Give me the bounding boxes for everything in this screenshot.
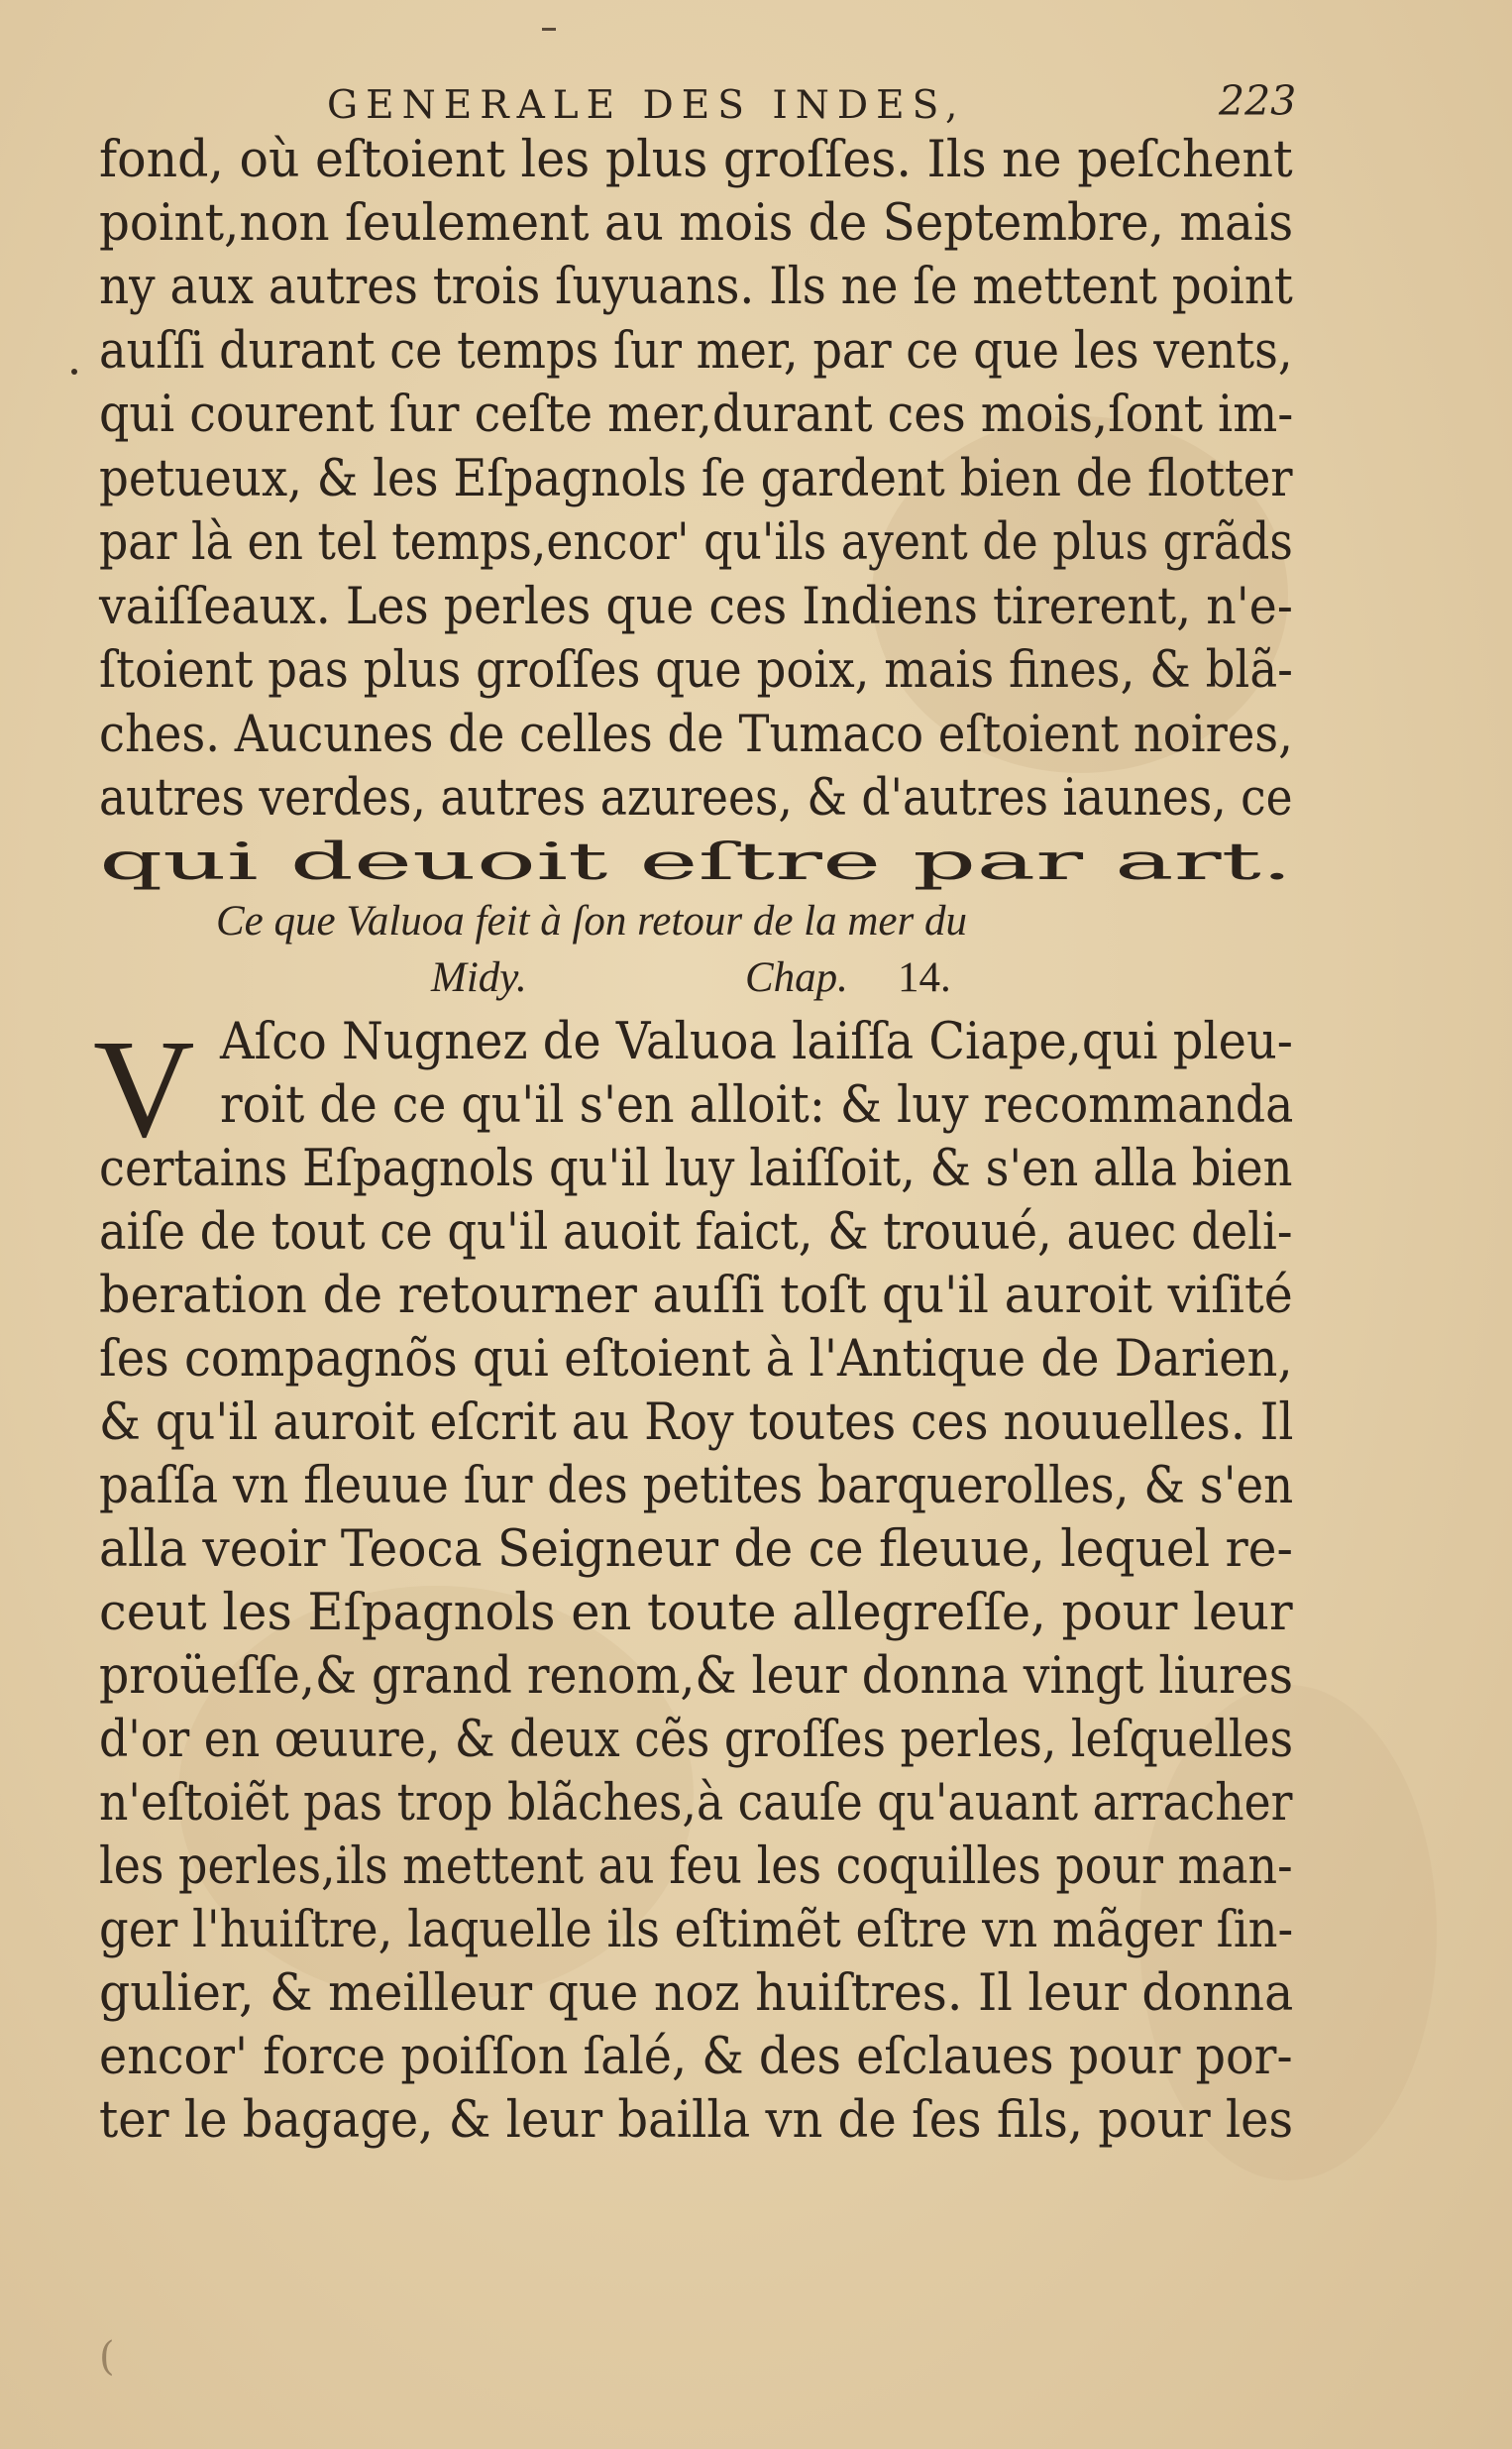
text-line: ger l'huiſtre, laquelle ils eſtimẽt eſtre vn mãger ſin- xyxy=(99,1901,1294,1959)
text-line: fond, où eſtoient les plus groſſes. Ils ne peſchent xyxy=(99,131,1293,189)
text-line: Aſco Nugnez de Valuoa laiſſa Ciape,qui pleu- xyxy=(220,1013,1293,1071)
text-line: certains Eſpagnols qu'il luy laiſſoit, & s'en alla bien xyxy=(99,1140,1293,1198)
text-line: autres verdes, autres azurees, & d'autres iaunes, ce xyxy=(99,769,1293,828)
text-line: ceut les Eſpagnols en toute allegreſſe, pour leur xyxy=(99,1584,1293,1642)
chapter-label: Chap. xyxy=(745,954,848,1001)
text-line: ter le bagage, & leur bailla vn de ſes fils, pour les xyxy=(99,2091,1294,2150)
chapter-title: Ce que Valuoa feit à ſon retour de la mer du xyxy=(216,898,967,945)
text-line: paſſa vn fleuue ſur des petites barquerolles, & s'en xyxy=(99,1457,1294,1515)
running-head: GENERALE DES INDES, xyxy=(327,83,966,128)
text-line: vaiſſeaux. Les perles que ces Indiens tirerent, n'e- xyxy=(99,578,1293,636)
drop-cap: V xyxy=(93,1010,195,1167)
text-line: proüeſſe,& grand renom,& leur donna vingt liures xyxy=(99,1647,1294,1706)
text-line: ſtoient pas plus groſſes que poix, mais fines, & blã- xyxy=(99,641,1293,700)
text-line: petueux, & les Eſpagnols ſe gardent bien de flotter xyxy=(99,450,1293,508)
text-line: roit de ce qu'il s'en alloit: & luy recommanda xyxy=(220,1076,1294,1135)
text-line: n'eſtoiẽt pas trop blãches,à cauſe qu'auant arracher xyxy=(99,1774,1293,1833)
text-line: point,non ſeulement au mois de Septembre, mais xyxy=(99,194,1294,253)
text-line: beration de retourner auſſi toſt qu'il auroit viſité xyxy=(99,1267,1293,1325)
text-line: gulier, & meilleur que noz huiſtres. Il leur donna xyxy=(99,1964,1294,2023)
text-line: par là en tel temps,encor' qu'ils ayent de plus grãds xyxy=(99,513,1293,572)
top-mark xyxy=(542,28,556,31)
text-line: & qu'il auroit eſcrit au Roy toutes ces nouuelles. Il xyxy=(99,1393,1294,1452)
margin-dot xyxy=(71,369,77,375)
margin-mark: ( xyxy=(99,2334,115,2380)
text-line: ny aux autres trois ſuyuans. Ils ne ſe mettent point xyxy=(99,258,1293,316)
text-line: les perles,ils mettent au feu les coquilles pour man- xyxy=(99,1837,1293,1896)
text-line: alla veoir Teoca Seigneur de ce fleuue, lequel re- xyxy=(99,1520,1293,1579)
chapter-title-end: Midy. xyxy=(431,954,527,1001)
text-line: encor' force poiſſon ſalé, & des eſclaues pour por- xyxy=(99,2028,1293,2086)
text-line: ſes compagnõs qui eſtoient à l'Antique de Darien, xyxy=(99,1330,1293,1389)
text-line: qui deuoit eſtre par art. xyxy=(99,834,1293,892)
page-number: 223 xyxy=(1219,77,1297,125)
text-line: d'or en œuure, & deux cẽs groſſes perles, leſquelles xyxy=(99,1711,1294,1769)
text-line: auſſi durant ce temps ſur mer, par ce que les vents, xyxy=(99,322,1293,381)
chapter-number: 14. xyxy=(898,954,951,1001)
text-line: ches. Aucunes de celles de Tumaco eſtoient noires, xyxy=(99,706,1293,764)
text-line: aiſe de tout ce qu'il auoit faict, & trouué, auec deli- xyxy=(99,1203,1293,1262)
text-line: qui courent ſur ceſte mer,durant ces mois,ſont im- xyxy=(99,386,1294,444)
